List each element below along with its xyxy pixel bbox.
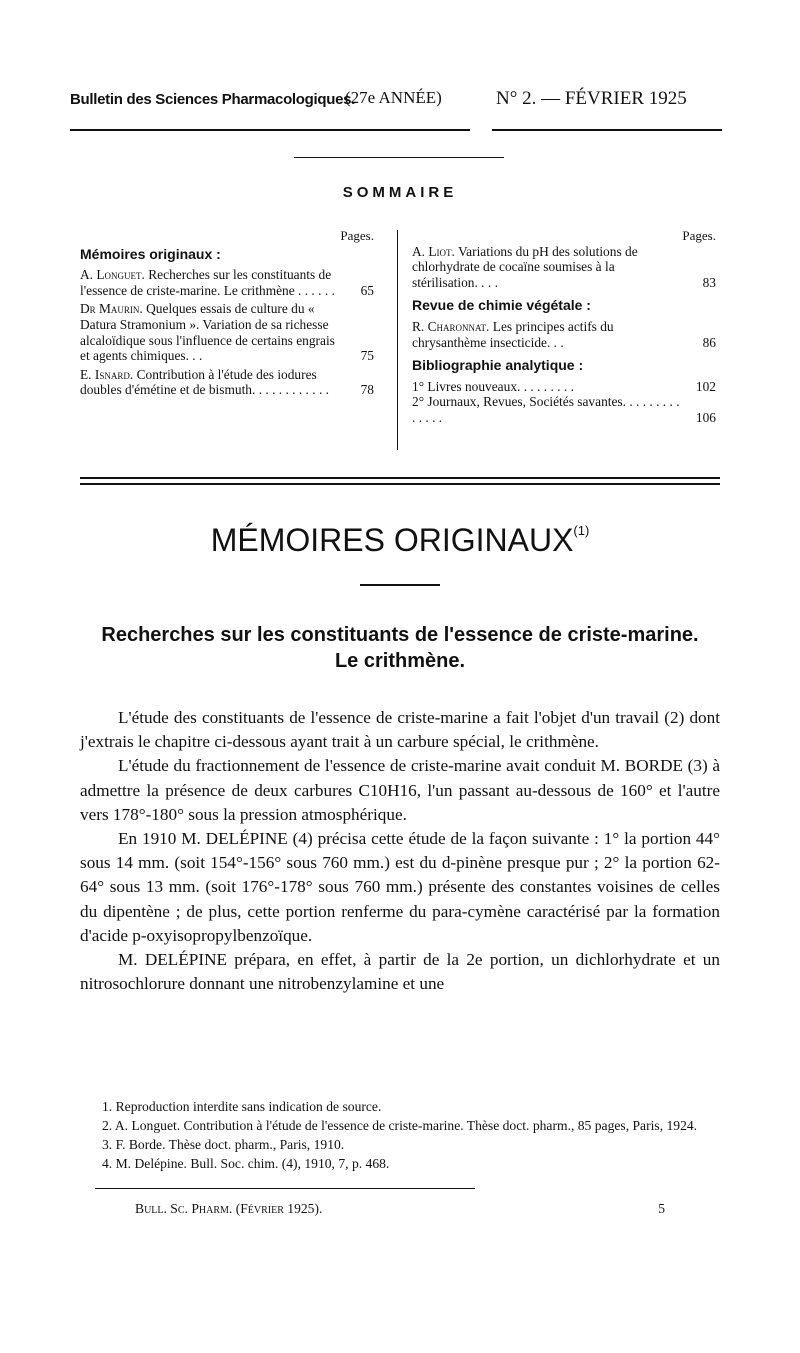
section-rule	[80, 477, 720, 479]
toc-entry: A. Liot. Variations du pH des solutions de chlorhydrate de cocaïne soumises à la stérilisation. . . . 83	[412, 243, 716, 290]
pages-label: Pages.	[340, 228, 374, 243]
sommaire-right-column	[412, 228, 716, 426]
article-title: Recherches sur les constituants de l'essence de criste-marine. Le crithmène.	[101, 624, 699, 672]
title-footnote-ref: (1)	[573, 523, 590, 538]
sommaire-left-column	[80, 228, 374, 398]
toc-entry: Dr Maurin. Quelques essais de culture du « Datura Stramonium ». Variation de sa richesse alcaloïdique sous l'influence de certains engrais et agents chimiques. . . 75	[80, 301, 374, 364]
toc-entry: R. Charonnat. Les principes actifs du chrysanthème insecticide. . . 86	[412, 318, 716, 350]
journal-name: Bulletin des Sciences Pharmacologiques.	[70, 91, 356, 108]
short-rule	[294, 157, 504, 158]
section-rule	[80, 483, 720, 485]
pages-label: Pages.	[682, 228, 716, 243]
paragraph: M. DELÉPINE prépara, en effet, à partir de la 2e portion, un dichlorhydrate et un nitrosochlorure donnant une nitrobenzylamine et une	[80, 950, 720, 994]
footnote: 2. A. Longuet. Contribution à l'étude de l'essence de criste-marine. Thèse doct. pharm., 85 pages, Paris, 1924.	[102, 1118, 698, 1133]
toc-page: 83	[702, 274, 716, 290]
footnote: 3. F. Borde. Thèse doct. pharm., Paris, 1910.	[102, 1137, 345, 1152]
toc-entry: A. Longuet. Recherches sur les constituants de l'essence de criste-marine. Le crithmène . . . . . . 65	[80, 267, 374, 298]
toc-entry: E. Isnard. Contribution à l'étude des iodures doubles d'émétine et de bismuth. . . . . . . . . . . . 78	[80, 366, 374, 398]
year-label: (27e ANNÉE)	[345, 88, 442, 107]
toc-page: 78	[360, 382, 374, 398]
section-chimie-vegetale: Revue de chimie végétale :	[412, 297, 591, 314]
toc-page: 75	[360, 348, 374, 364]
column-divider	[397, 230, 398, 450]
toc-page: 65	[360, 282, 374, 298]
paragraph: L'étude des constituants de l'essence de criste-marine a fait l'objet d'un travail (2) dont j'extrais le chapitre ci-dessous ayant trait à un carbure spécial, le crithmène.	[80, 708, 720, 752]
toc-page: 86	[702, 334, 716, 350]
toc-entry: 2° Journaux, Revues, Sociétés savantes. . . . . . . . . . . . . . 106	[412, 394, 716, 425]
header-rule-right	[492, 129, 722, 131]
main-title: MÉMOIRES ORIGINAUX$^{(1)}$	[210, 522, 590, 558]
sommaire-title: SOMMAIRE	[342, 184, 458, 201]
page-footer	[135, 1201, 665, 1217]
header-rule	[70, 129, 470, 131]
footer-citation: Bull. Sc. Pharm. (Février 1925).	[135, 1201, 323, 1216]
footnotes	[80, 1097, 740, 1173]
paragraph: En 1910 M. DELÉPINE (4) précisa cette étude de la façon suivante : 1° la portion 44° sous 14 mm. (soit 154°-156° sous 760 mm.) est du d-pinène presque pur ; 2° la portion 62-64° sous 13 mm. (soit 176°-178° sous 760 mm.) présente des constantes voisines de celles du dipentène ; de plus, cette portion renferme du para-cymène caractérisé par la formation d'acide p-oxyisopropylbenzoïque.	[80, 829, 720, 945]
title-rule	[360, 584, 440, 586]
article-body	[80, 706, 720, 996]
paragraph: L'étude du fractionnement de l'essence de criste-marine avait conduit M. BORDE (3) à admettre la présence de deux carbures C10H16, l'un passant au-dessous de 160° et l'autre vers 178°-180° sous la pression atmosphérique.	[80, 756, 720, 824]
toc-entry: 1° Livres nouveaux. . . . . . . . . 102	[412, 378, 716, 394]
toc-page: 106	[695, 409, 716, 425]
issue-label: N° 2. — FÉVRIER 1925	[496, 88, 687, 109]
section-memoires: Mémoires originaux :	[80, 245, 221, 262]
section-bibliographie: Bibliographie analytique :	[412, 357, 584, 374]
toc-page: 102	[695, 378, 716, 394]
page-number: 5	[658, 1201, 665, 1216]
footnote: 1. Reproduction interdite sans indication de source.	[102, 1099, 382, 1114]
footnote-rule	[95, 1188, 475, 1189]
footnote: 4. M. Delépine. Bull. Soc. chim. (4), 1910, 7, p. 468.	[102, 1156, 390, 1171]
